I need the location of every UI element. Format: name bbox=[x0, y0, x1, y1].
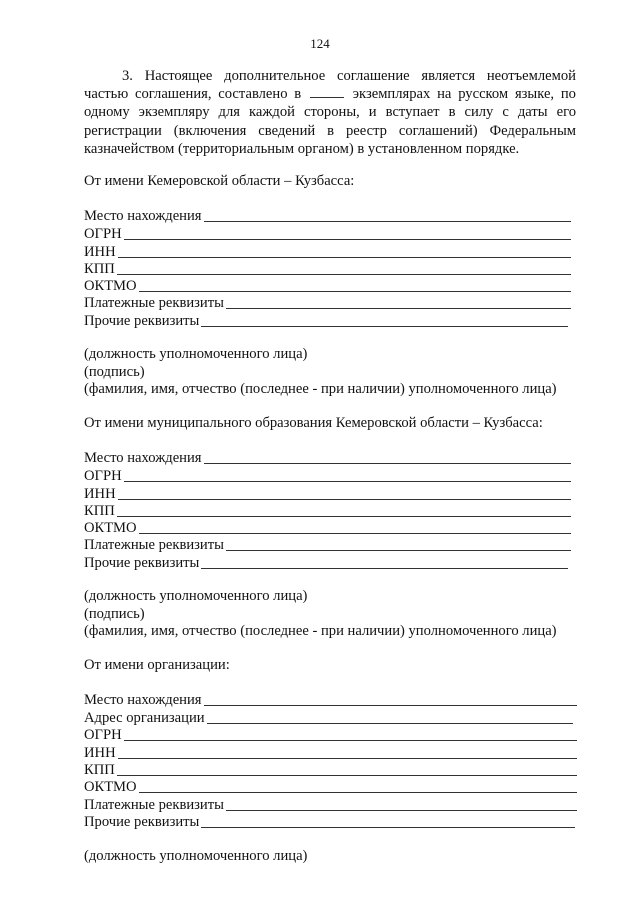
field-other-details bbox=[84, 311, 568, 329]
field-location bbox=[84, 206, 571, 224]
field-label: ОКТМО bbox=[84, 520, 137, 536]
fill-line bbox=[139, 792, 577, 793]
clause-3-paragraph bbox=[84, 67, 576, 158]
fill-line bbox=[118, 758, 577, 759]
field-inn bbox=[84, 484, 571, 502]
field-inn bbox=[84, 242, 571, 260]
field-label: ИНН bbox=[84, 745, 116, 761]
section-heading-region: От имени Кемеровской области – Кузбасса: bbox=[84, 173, 355, 189]
field-label: КПП bbox=[84, 261, 115, 277]
field-label: ОКТМО bbox=[84, 779, 137, 795]
fill-line bbox=[204, 221, 571, 222]
field-label: Платежные реквизиты bbox=[84, 797, 224, 813]
signature-position-caption: (должность уполномоченного лица) bbox=[84, 848, 308, 864]
field-other-details bbox=[84, 553, 568, 571]
field-label: ОГРН bbox=[84, 468, 122, 484]
field-label: Прочие реквизиты bbox=[84, 313, 200, 329]
fill-line bbox=[118, 257, 571, 258]
fill-line bbox=[117, 775, 577, 776]
fill-line bbox=[226, 550, 571, 551]
fill-line bbox=[201, 827, 575, 828]
fill-line bbox=[139, 533, 571, 534]
signature-sign-caption: (подпись) bbox=[84, 606, 145, 622]
fill-line bbox=[207, 723, 573, 724]
field-oktmo bbox=[84, 518, 571, 536]
fill-line bbox=[124, 239, 571, 240]
field-ogrn bbox=[84, 224, 571, 242]
fill-line bbox=[118, 499, 571, 500]
fill-line bbox=[226, 810, 577, 811]
field-ogrn bbox=[84, 725, 577, 743]
field-inn bbox=[84, 743, 577, 761]
field-kpp bbox=[84, 259, 571, 277]
field-organization-address bbox=[84, 708, 573, 726]
fill-line bbox=[201, 326, 568, 327]
fill-line bbox=[124, 740, 577, 741]
clause-text-after-blank: экземплярах на русском языке, по одному экземпляру для каждой стороны, и вступает в силу с даты его регистрации (включения сведений в реестр соглашений) Федеральным казначейством (территориальным органом) в установленном порядке. bbox=[84, 86, 576, 157]
field-payment-details bbox=[84, 535, 571, 553]
fill-line bbox=[201, 568, 568, 569]
fill-line bbox=[226, 308, 571, 309]
field-payment-details bbox=[84, 795, 577, 813]
field-label: Место нахождения bbox=[84, 208, 202, 224]
field-label: Платежные реквизиты bbox=[84, 295, 224, 311]
signature-name-caption: (фамилия, имя, отчество (последнее - при наличии) уполномоченного лица) bbox=[84, 623, 557, 639]
field-label: Место нахождения bbox=[84, 450, 202, 466]
field-location bbox=[84, 690, 577, 708]
fill-line bbox=[204, 705, 577, 706]
field-label: ИНН bbox=[84, 486, 116, 502]
fill-line bbox=[124, 481, 571, 482]
field-other-details bbox=[84, 812, 575, 830]
signature-sign-caption: (подпись) bbox=[84, 364, 145, 380]
field-label: Прочие реквизиты bbox=[84, 555, 200, 571]
fill-line bbox=[117, 516, 571, 517]
section-heading-organization: От имени организации: bbox=[84, 657, 230, 673]
field-kpp bbox=[84, 760, 577, 778]
signature-position-caption: (должность уполномоченного лица) bbox=[84, 346, 308, 362]
field-kpp bbox=[84, 501, 571, 519]
field-label: ОГРН bbox=[84, 727, 122, 743]
field-label: Прочие реквизиты bbox=[84, 814, 200, 830]
field-label: КПП bbox=[84, 503, 115, 519]
field-location bbox=[84, 448, 571, 466]
clause-text-before-blank: 3. Настоящее дополнительное соглашение является неотъемлемой частью соглашения, составлено в bbox=[84, 68, 576, 103]
field-label: ОКТМО bbox=[84, 278, 137, 294]
fill-line bbox=[117, 274, 571, 275]
field-oktmo bbox=[84, 777, 577, 795]
signature-position-caption: (должность уполномоченного лица) bbox=[84, 588, 308, 604]
field-label: КПП bbox=[84, 762, 115, 778]
field-label: ОГРН bbox=[84, 226, 122, 242]
section-heading-municipality: От имени муниципального образования Кемеровской области – Кузбасса: bbox=[84, 415, 543, 431]
fill-line bbox=[139, 291, 571, 292]
field-ogrn bbox=[84, 466, 571, 484]
field-label: ИНН bbox=[84, 244, 116, 260]
field-label: Платежные реквизиты bbox=[84, 537, 224, 553]
field-label: Адрес организации bbox=[84, 710, 205, 726]
fill-line bbox=[204, 463, 571, 464]
field-oktmo bbox=[84, 276, 571, 294]
copies-count-blank bbox=[310, 86, 344, 98]
field-payment-details bbox=[84, 293, 571, 311]
field-label: Место нахождения bbox=[84, 692, 202, 708]
signature-name-caption: (фамилия, имя, отчество (последнее - при наличии) уполномоченного лица) bbox=[84, 381, 557, 397]
page-number: 124 bbox=[310, 36, 330, 51]
